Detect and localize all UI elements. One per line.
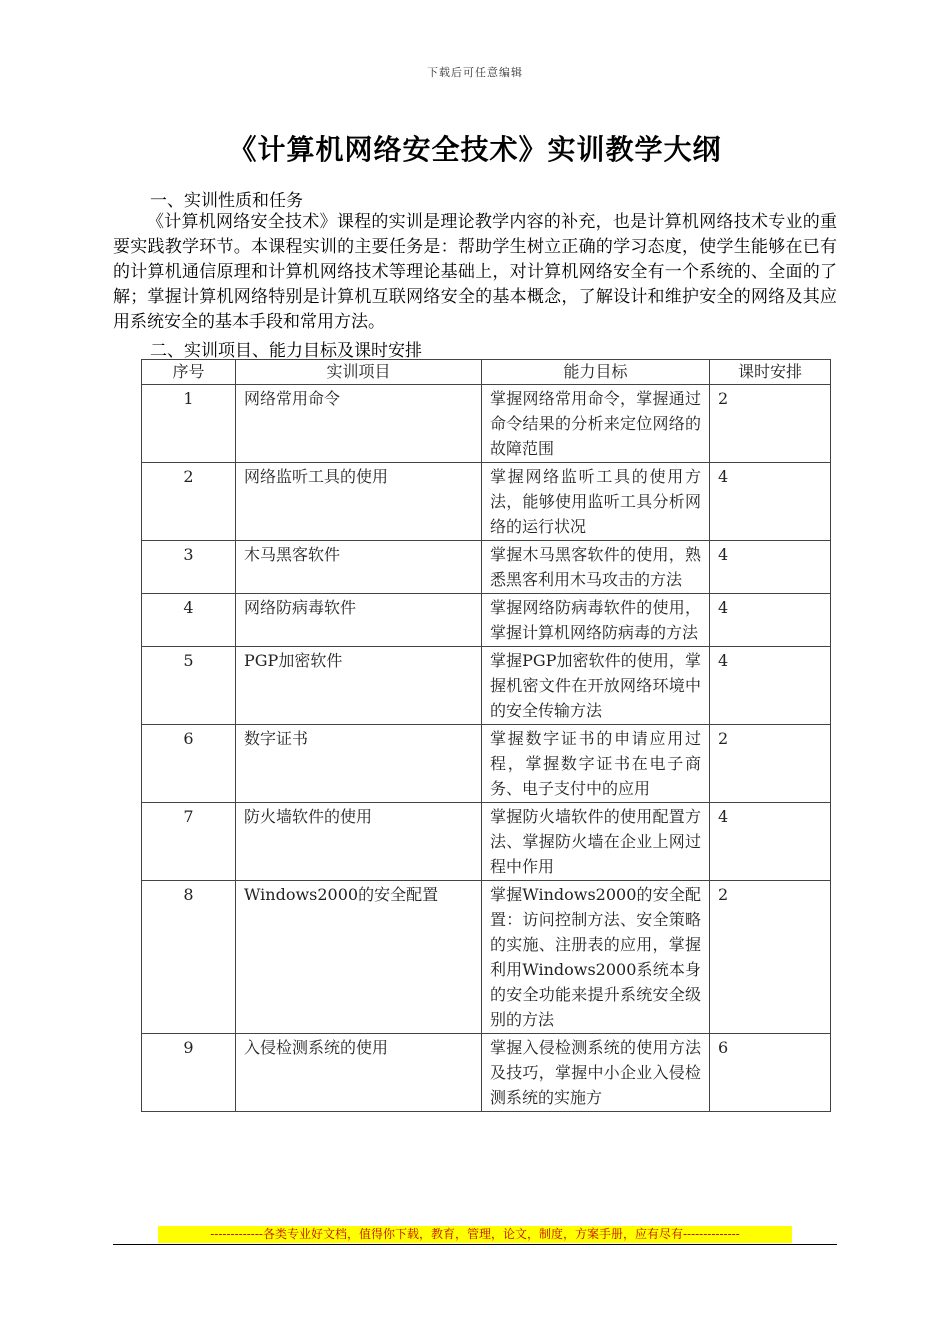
footer-banner: -------------各类专业好文档，值得你下载，教育，管理，论文，制度，方案手册，应有尽有--------------: [158, 1226, 792, 1243]
row-project: 网络常用命令: [236, 385, 482, 463]
table-row: [142, 725, 831, 803]
section-heading-nature: 一、实训性质和任务: [150, 191, 303, 211]
table-row: [142, 594, 831, 647]
row-goal: 掌握网络常用命令，掌握通过命令结果的分析来定位网络的故障范围: [482, 385, 710, 463]
row-project: 防火墙软件的使用: [236, 803, 482, 881]
row-hours: 4: [710, 463, 831, 541]
row-no: 1: [142, 385, 236, 463]
row-project: 网络防病毒软件: [236, 594, 482, 647]
training-plan-table: [141, 359, 831, 1112]
row-goal: 掌握防火墙软件的使用配置方法、掌握防火墙在企业上网过程中作用: [482, 803, 710, 881]
row-goal: 掌握网络监听工具的使用方法，能够使用监听工具分析网络的运行状况: [482, 463, 710, 541]
row-no: 7: [142, 803, 236, 881]
footer-divider: [113, 1244, 837, 1245]
row-no: 6: [142, 725, 236, 803]
row-no: 2: [142, 463, 236, 541]
row-hours: 2: [710, 725, 831, 803]
page-header-note: 下载后可任意编辑: [427, 66, 523, 79]
row-goal: 掌握数字证书的申请应用过程，掌握数字证书在电子商务、电子支付中的应用: [482, 725, 710, 803]
table-row: [142, 541, 831, 594]
row-hours: 2: [710, 881, 831, 1034]
row-no: 8: [142, 881, 236, 1034]
row-hours: 4: [710, 647, 831, 725]
row-hours: 6: [710, 1034, 831, 1112]
header-hours: 课时安排: [710, 360, 831, 385]
row-goal: 掌握入侵检测系统的使用方法及技巧，掌握中小企业入侵检测系统的实施方: [482, 1034, 710, 1112]
row-goal: 掌握木马黑客软件的使用，熟悉黑客利用木马攻击的方法: [482, 541, 710, 594]
section-heading-projects: 二、实训项目、能力目标及课时安排: [150, 341, 422, 361]
row-hours: 4: [710, 803, 831, 881]
header-project: 实训项目: [236, 360, 482, 385]
document-title: 《计算机网络安全技术》实训教学大纲: [228, 133, 722, 166]
row-project: 木马黑客软件: [236, 541, 482, 594]
header-no: 序号: [142, 360, 236, 385]
row-goal: 掌握网络防病毒软件的使用，掌握计算机网络防病毒的方法: [482, 594, 710, 647]
row-no: 4: [142, 594, 236, 647]
row-project: Windows2000的安全配置: [236, 881, 482, 1034]
row-hours: 2: [710, 385, 831, 463]
table-row: [142, 463, 831, 541]
row-project: PGP加密软件: [236, 647, 482, 725]
row-no: 5: [142, 647, 236, 725]
row-no: 9: [142, 1034, 236, 1112]
row-goal: 掌握Windows2000的安全配置：访问控制方法、安全策略的实施、注册表的应用，掌握利用Windows2000系统本身的安全功能来提升系统安全级别的方法: [482, 881, 710, 1034]
section-paragraph-nature: 《计算机网络安全技术》课程的实训是理论教学内容的补充，也是计算机网络技术专业的重要实践教学环节。本课程实训的主要任务是：帮助学生树立正确的学习态度，使学生能够在已有的计算机通信原理和计算机网络技术等理论基础上，对计算机网络安全有一个系统的、全面的了解；掌握计算机网络特别是计算机互联网络安全的基本概念，了解设计和维护安全的网络及其应用系统安全的基本手段和常用方法。: [113, 212, 837, 332]
table-row: [142, 881, 831, 1034]
header-goal: 能力目标: [482, 360, 710, 385]
table-row: [142, 647, 831, 725]
row-project: 网络监听工具的使用: [236, 463, 482, 541]
table-row: [142, 385, 831, 463]
row-no: 3: [142, 541, 236, 594]
row-project: 入侵检测系统的使用: [236, 1034, 482, 1112]
table-row: [142, 1034, 831, 1112]
row-goal: 掌握PGP加密软件的使用，掌握机密文件在开放网络环境中的安全传输方法: [482, 647, 710, 725]
row-hours: 4: [710, 594, 831, 647]
table-header-row: [142, 360, 831, 385]
table-row: [142, 803, 831, 881]
row-hours: 4: [710, 541, 831, 594]
row-project: 数字证书: [236, 725, 482, 803]
